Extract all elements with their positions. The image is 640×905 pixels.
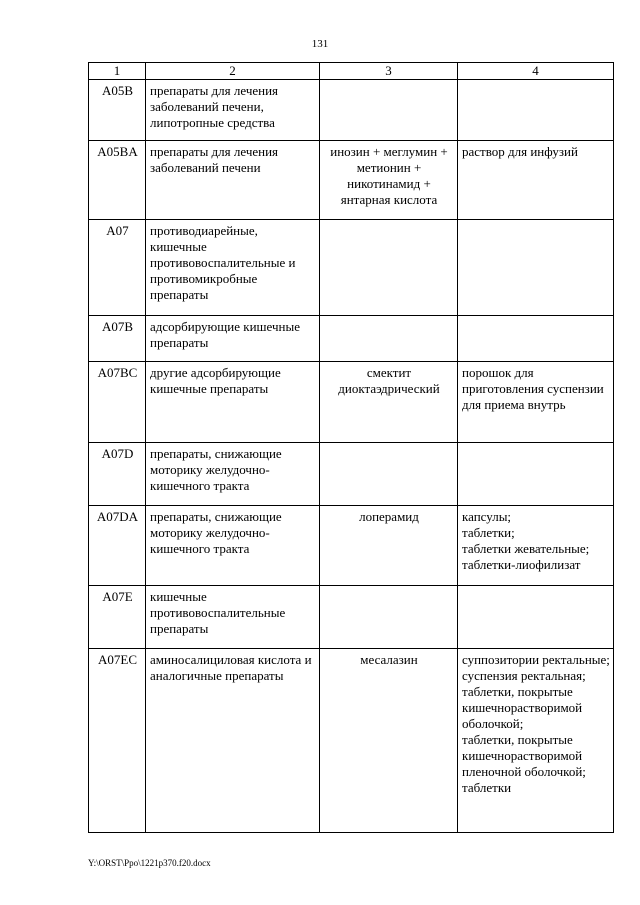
atc-code-cell: A07EC: [89, 649, 146, 833]
inn-cell: инозин + меглумин + метионин + никотинамид + янтарная кислота: [320, 141, 458, 220]
inn-cell: [320, 80, 458, 141]
table-row: [89, 362, 614, 443]
inn-cell: [320, 316, 458, 362]
dosage-form-cell: капсулы; таблетки; таблетки жевательные; таблетки-лиофилизат: [458, 506, 614, 586]
inn-cell: [320, 220, 458, 316]
atc-code-cell: A07E: [89, 586, 146, 649]
dosage-form-cell: [458, 316, 614, 362]
table-row: [89, 316, 614, 362]
atc-code-cell: A07: [89, 220, 146, 316]
dosage-form-cell: [458, 80, 614, 141]
atc-code-cell: A07BC: [89, 362, 146, 443]
drug-table: [88, 62, 614, 833]
table-row: [89, 80, 614, 141]
group-name-cell: противодиарейные, кишечные противовоспалительные и противомикробные препараты: [146, 220, 320, 316]
document-path-footer: Y:\ORST\Ppo\1221p370.f20.docx: [88, 858, 211, 868]
column-header: 4: [458, 63, 614, 80]
dosage-form-cell: раствор для инфузий: [458, 141, 614, 220]
table-row: [89, 506, 614, 586]
table-row: [89, 649, 614, 833]
group-name-cell: препараты для лечения заболеваний печени: [146, 141, 320, 220]
table-row: [89, 141, 614, 220]
table-row: [89, 586, 614, 649]
dosage-form-cell: [458, 443, 614, 506]
inn-cell: лоперамид: [320, 506, 458, 586]
atc-code-cell: A07D: [89, 443, 146, 506]
group-name-cell: препараты, снижающие моторику желудочно-кишечного тракта: [146, 443, 320, 506]
column-header: 2: [146, 63, 320, 80]
group-name-cell: препараты, снижающие моторику желудочно-кишечного тракта: [146, 506, 320, 586]
page-number: 131: [311, 38, 329, 50]
inn-cell: смектит диоктаэдрический: [320, 362, 458, 443]
table-row: [89, 443, 614, 506]
atc-code-cell: A05BA: [89, 141, 146, 220]
group-name-cell: кишечные противовоспалительные препараты: [146, 586, 320, 649]
inn-cell: [320, 443, 458, 506]
group-name-cell: препараты для лечения заболеваний печени, липотропные средства: [146, 80, 320, 141]
dosage-form-cell: порошок для приготовления суспензии для приема внутрь: [458, 362, 614, 443]
column-header: 1: [89, 63, 146, 80]
column-header: 3: [320, 63, 458, 80]
dosage-form-cell: [458, 586, 614, 649]
group-name-cell: адсорбирующие кишечные препараты: [146, 316, 320, 362]
group-name-cell: аминосалициловая кислота и аналогичные препараты: [146, 649, 320, 833]
atc-code-cell: A07B: [89, 316, 146, 362]
group-name-cell: другие адсорбирующие кишечные препараты: [146, 362, 320, 443]
table-row: [89, 220, 614, 316]
inn-cell: месалазин: [320, 649, 458, 833]
atc-code-cell: A05B: [89, 80, 146, 141]
dosage-form-cell: суппозитории ректальные; суспензия ректальная; таблетки, покрытые кишечнорастворимой оболочкой; таблетки, покрытые кишечнорастворимой пленочной оболочкой; таблетки: [458, 649, 614, 833]
inn-cell: [320, 586, 458, 649]
table-header-row: [89, 63, 614, 80]
dosage-form-cell: [458, 220, 614, 316]
atc-code-cell: A07DA: [89, 506, 146, 586]
